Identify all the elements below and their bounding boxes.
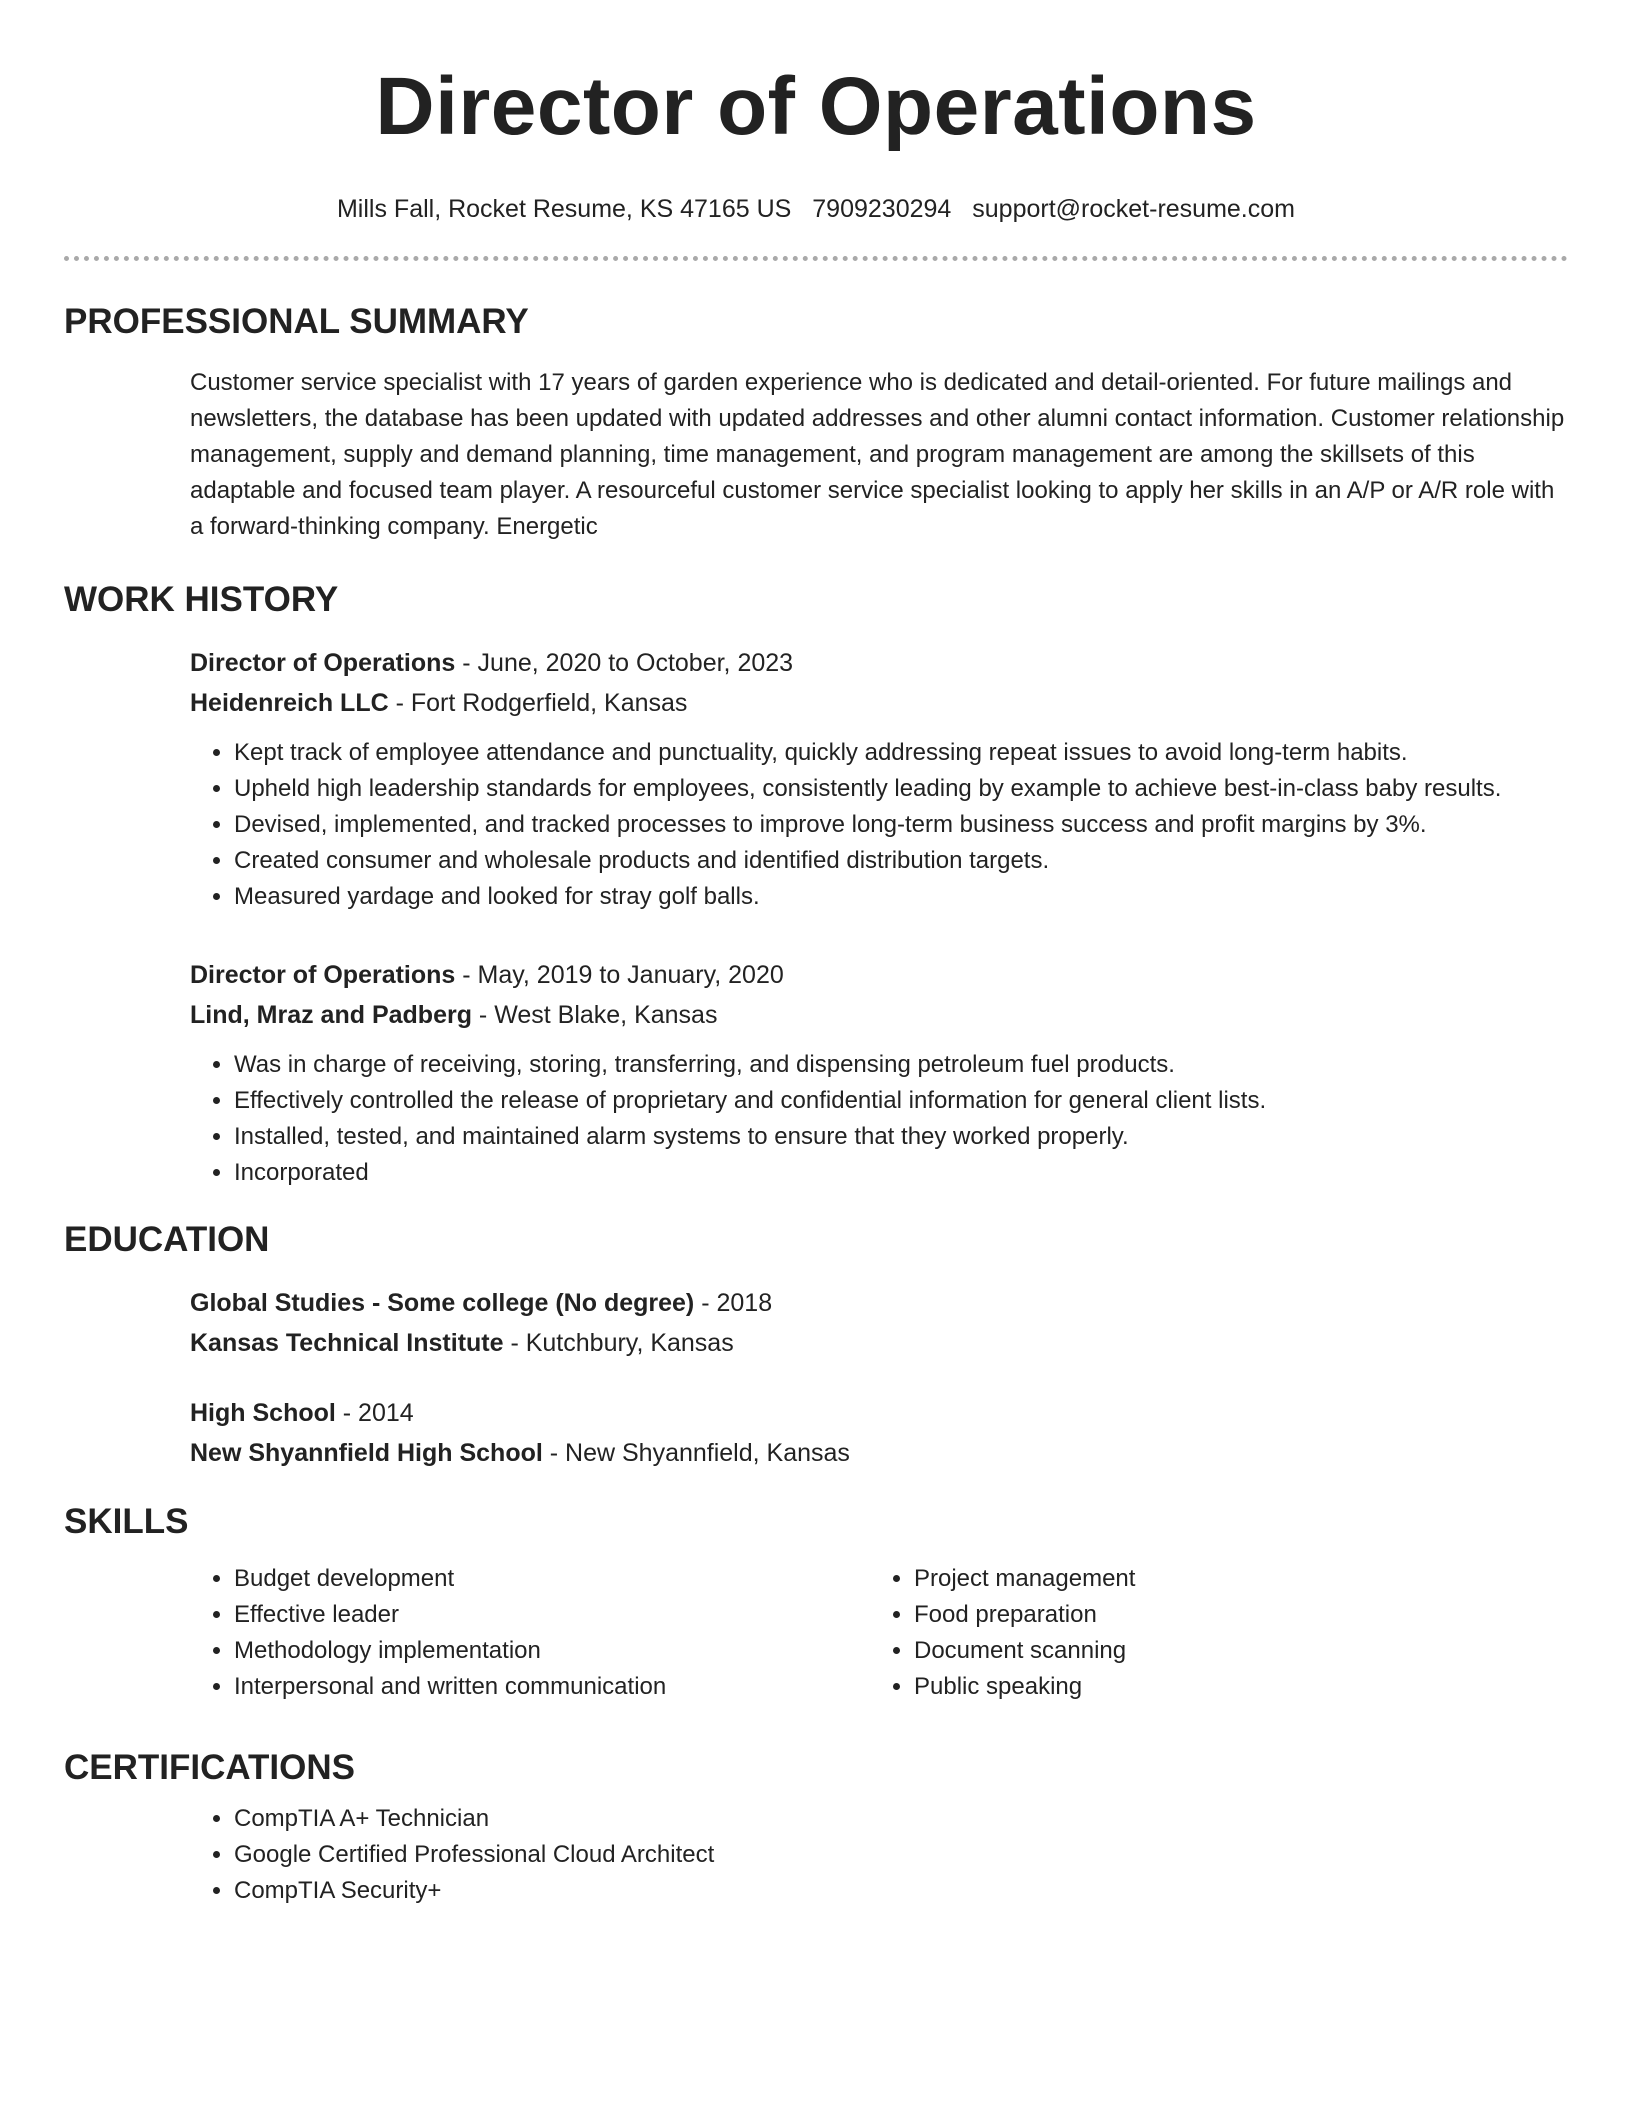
job-bullets [190,735,1568,915]
job-title-line [190,955,1568,995]
job-entry [190,955,1568,1191]
education-school-line [190,1433,1568,1473]
education-year: - 2014 [335,1399,414,1427]
education-degree-line [190,1283,1568,1323]
certification-item: • CompTIA A+ Technician [234,1801,1568,1837]
education-school: New Shyannfield High School [190,1439,543,1467]
skill-item: • Document scanning [914,1633,1550,1669]
job-dates: - June, 2020 to October, 2023 [455,649,794,677]
certification-list [190,1801,1568,1909]
education-entry [190,1283,1568,1363]
job-company: Lind, Mraz and Padberg [190,1001,472,1029]
certification-item: • Google Certified Professional Cloud Architect [234,1837,1568,1873]
resume-title: Director of Operations [375,61,1257,152]
skill-item: • Methodology implementation [234,1633,870,1669]
skill-item: • Project management [914,1561,1550,1597]
education-degree-line [190,1393,1568,1433]
education-section [64,1219,1568,1473]
job-bullet: • Was in charge of receiving, storing, transferring, and dispensing petroleum fuel products. [234,1047,1568,1083]
skills-grid [190,1561,1568,1705]
skill-item: • Budget development [234,1561,870,1597]
job-location: - Fort Rodgerfield, Kansas [388,689,688,717]
summary-heading: PROFESSIONAL SUMMARY [64,302,529,341]
certification-item: • CompTIA Security+ [234,1873,1568,1909]
education-location: - Kutchbury, Kansas [503,1329,734,1357]
job-role: Director of Operations [190,649,456,677]
job-bullet: • Kept track of employee attendance and punctuality, quickly addressing repeat issues to avoid long-term habits. [234,735,1568,771]
education-degree: Global Studies - Some college (No degree) [190,1289,695,1317]
job-company-line [190,683,1568,723]
job-entry [190,643,1568,915]
education-school: Kansas Technical Institute [190,1329,504,1357]
work-history-section [64,579,1568,1191]
skills-column-right [870,1561,1550,1705]
job-title-line [190,643,1568,683]
skills-column-left [190,1561,870,1705]
header-divider [64,256,1568,261]
education-heading: EDUCATION [64,1220,270,1259]
job-bullet: • Measured yardage and looked for stray golf balls. [234,879,1568,915]
job-bullet: • Devised, implemented, and tracked processes to improve long-term business success and profit margins by 3%. [234,807,1568,843]
skill-item: • Interpersonal and written communication [234,1669,870,1705]
job-bullet: • Created consumer and wholesale products and identified distribution targets. [234,843,1568,879]
skills-heading: SKILLS [64,1502,189,1541]
education-school-line [190,1323,1568,1363]
skills-section [64,1501,1568,1705]
job-bullet: • Incorporated [234,1155,1568,1191]
skill-item: • Public speaking [914,1669,1550,1705]
job-bullet: • Installed, tested, and maintained alarm systems to ensure that they worked properly. [234,1119,1568,1155]
contact-line [64,194,1568,224]
job-dates: - May, 2019 to January, 2020 [455,961,784,989]
certifications-heading: CERTIFICATIONS [64,1748,356,1787]
job-bullet: • Upheld high leadership standards for employees, consistently leading by example to achieve best-in-class baby results. [234,771,1568,807]
skill-item: • Food preparation [914,1597,1550,1633]
education-entry [190,1393,1568,1473]
work-history-heading: WORK HISTORY [64,580,339,619]
contact-phone: 7909230294 [812,195,952,223]
certifications-section [64,1747,1568,1909]
job-location: - West Blake, Kansas [471,1001,718,1029]
contact-email: support@rocket-resume.com [972,195,1295,223]
summary-text: Customer service specialist with 17 years of garden experience who is dedicated and detail-oriented. For future mailings and newsletters, the database has been updated with updated addresses and other alumni contact information. Customer relationship management, supply and demand planning, time management, and program management are among the skillsets of this adaptable and focused team player. A resourceful customer service specialist looking to apply her skills in an A/P or A/R role with a forward-thinking company. Energetic [190,369,1565,540]
job-company-line [190,995,1568,1035]
education-degree: High School [190,1399,336,1427]
education-year: - 2018 [694,1289,773,1317]
summary-section [64,301,1568,545]
job-role: Director of Operations [190,961,456,989]
education-location: - New Shyannfield, Kansas [542,1439,850,1467]
contact-address: Mills Fall, Rocket Resume, KS 47165 US [336,195,792,223]
job-company: Heidenreich LLC [190,689,389,717]
job-bullets [190,1047,1568,1191]
skill-item: • Effective leader [234,1597,870,1633]
job-bullet: • Effectively controlled the release of proprietary and confidential information for general client lists. [234,1083,1568,1119]
